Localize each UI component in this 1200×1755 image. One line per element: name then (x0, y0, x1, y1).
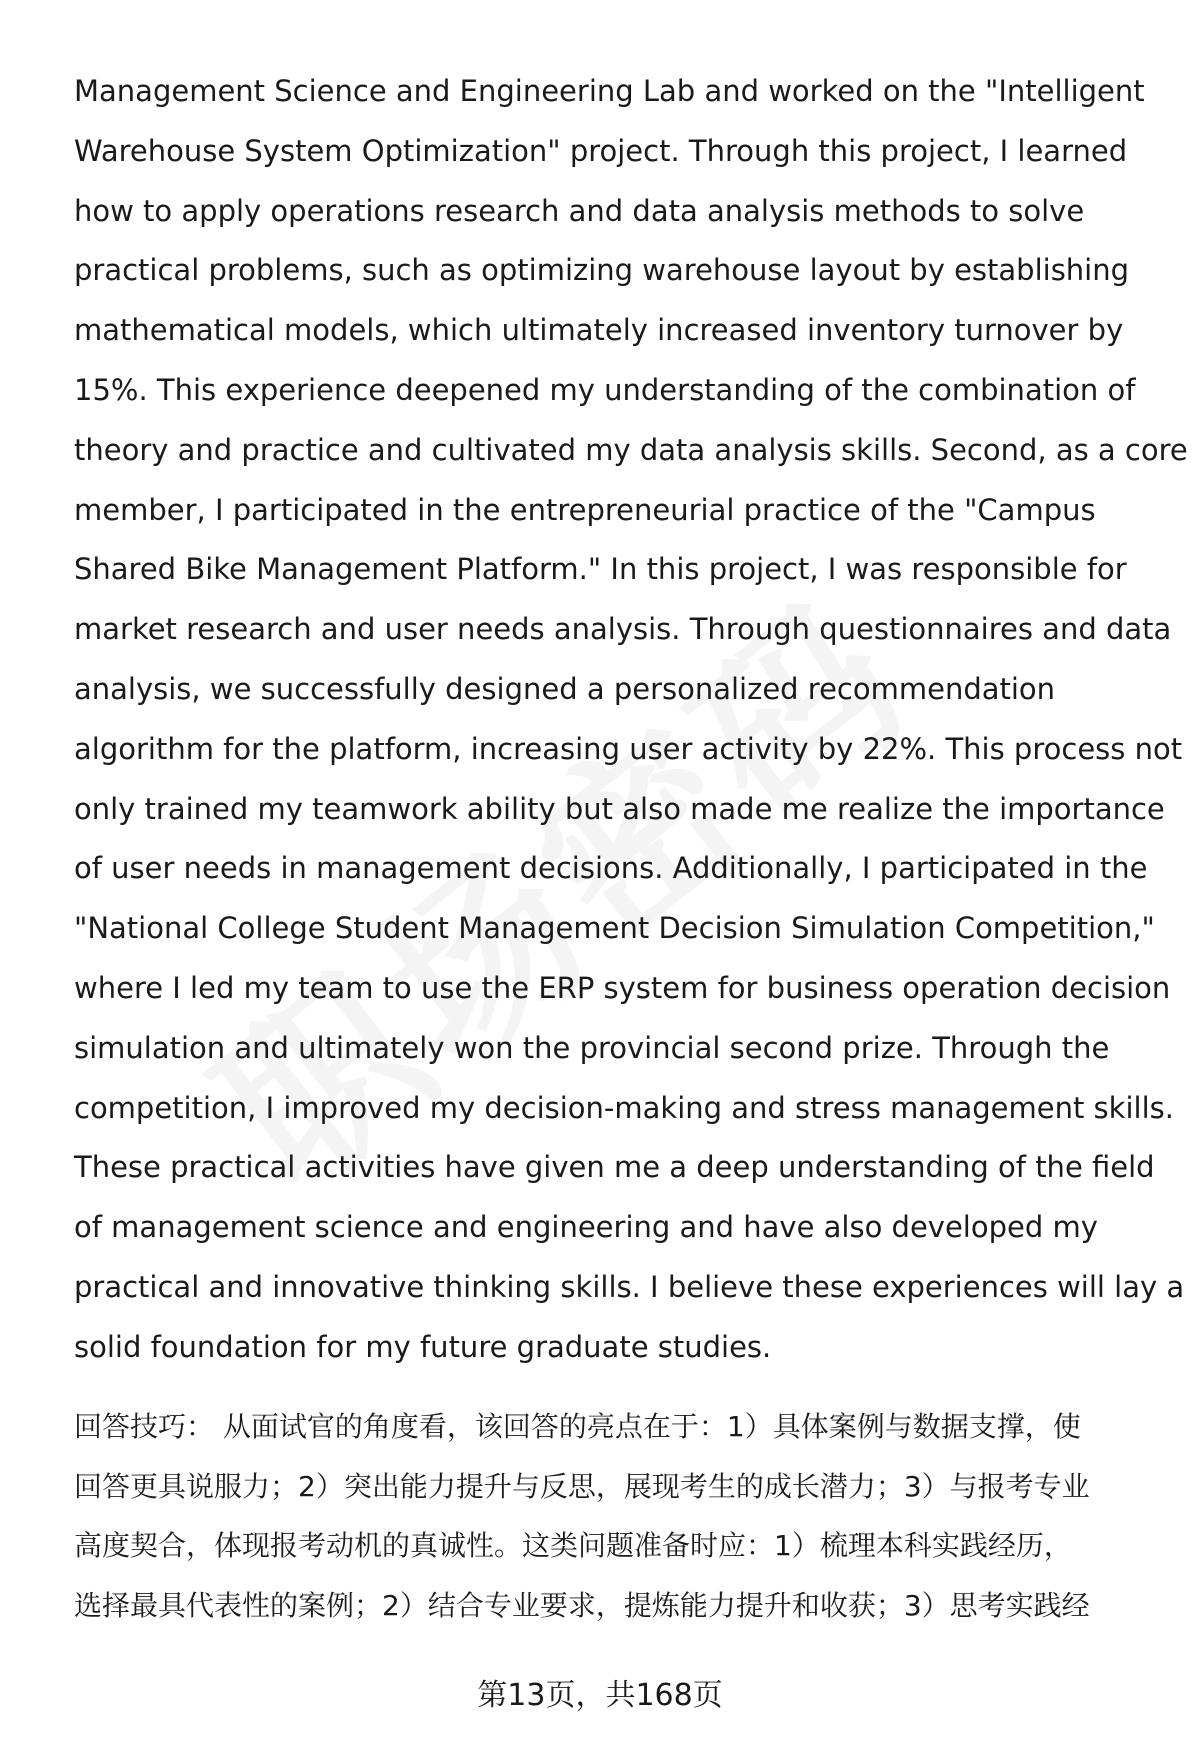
essay-line: where I led my team to use the ERP system for business operation decision (74, 970, 1171, 1005)
essay-line: solid foundation for my future graduate studies. (74, 1329, 772, 1364)
essay-line: algorithm for the platform, increasing user activity by 22%. This process not (74, 731, 1183, 766)
essay-line: Warehouse System Optimization" project. Through this project, I learned (74, 133, 1128, 168)
answer-tips-paragraph (74, 1397, 1154, 1635)
essay-line: These practical activities have given me a deep understanding of the field (74, 1150, 1155, 1185)
essay-line: theory and practice and cultivated my data analysis skills. Second, as a core (74, 432, 1188, 467)
tips-line: 高度契合，体现报考动机的真诚性。这类问题准备时应：1）梳理本科实践经历， (74, 1529, 1072, 1562)
essay-line: market research and user needs analysis. Through questionnaires and data (74, 612, 1172, 647)
essay-line: mathematical models, which ultimately increased inventory turnover by (74, 313, 1124, 348)
essay-line: 15%. This experience deepened my understanding of the combination of (74, 372, 1136, 407)
essay-line: practical problems, such as optimizing warehouse layout by establishing (74, 253, 1130, 288)
tips-line: 回答技巧： 从面试官的角度看，该回答的亮点在于：1）具体案例与数据支撑，使 (74, 1410, 1081, 1443)
essay-line: how to apply operations research and data analysis methods to solve (74, 193, 1085, 228)
essay-line: practical and innovative thinking skills. I believe these experiences will lay a (74, 1269, 1185, 1304)
essay-line: of management science and engineering and have also developed my (74, 1210, 1098, 1245)
essay-line: analysis, we successfully designed a personalized recommendation (74, 671, 1056, 706)
tips-line: 回答更具说服力；2）突出能力提升与反思，展现考生的成长潜力；3）与报考专业 (74, 1469, 1090, 1503)
essay-paragraph (74, 62, 1188, 1378)
essay-line: only trained my teamwork ability but also made me realize the importance (74, 791, 1165, 826)
essay-line: of user needs in management decisions. Additionally, I participated in the (74, 851, 1148, 886)
essay-line: simulation and ultimately won the provincial second prize. Through the (74, 1030, 1110, 1065)
page-number: 第13页，共168页 (477, 1678, 723, 1713)
essay-line: member, I participated in the entrepreneurial practice of the "Campus (74, 492, 1096, 527)
essay-line: Shared Bike Management Platform." In this project, I was responsible for (74, 552, 1127, 587)
tips-line: 选择最具代表性的案例；2）结合专业要求，提炼能力提升和收获；3）思考实践经 (74, 1588, 1090, 1622)
essay-line: Management Science and Engineering Lab and worked on the "Intelligent (74, 74, 1145, 108)
essay-line: competition, I improved my decision-making and stress management skills. (74, 1090, 1174, 1125)
essay-line: "National College Student Management Decision Simulation Competition," (74, 911, 1155, 946)
